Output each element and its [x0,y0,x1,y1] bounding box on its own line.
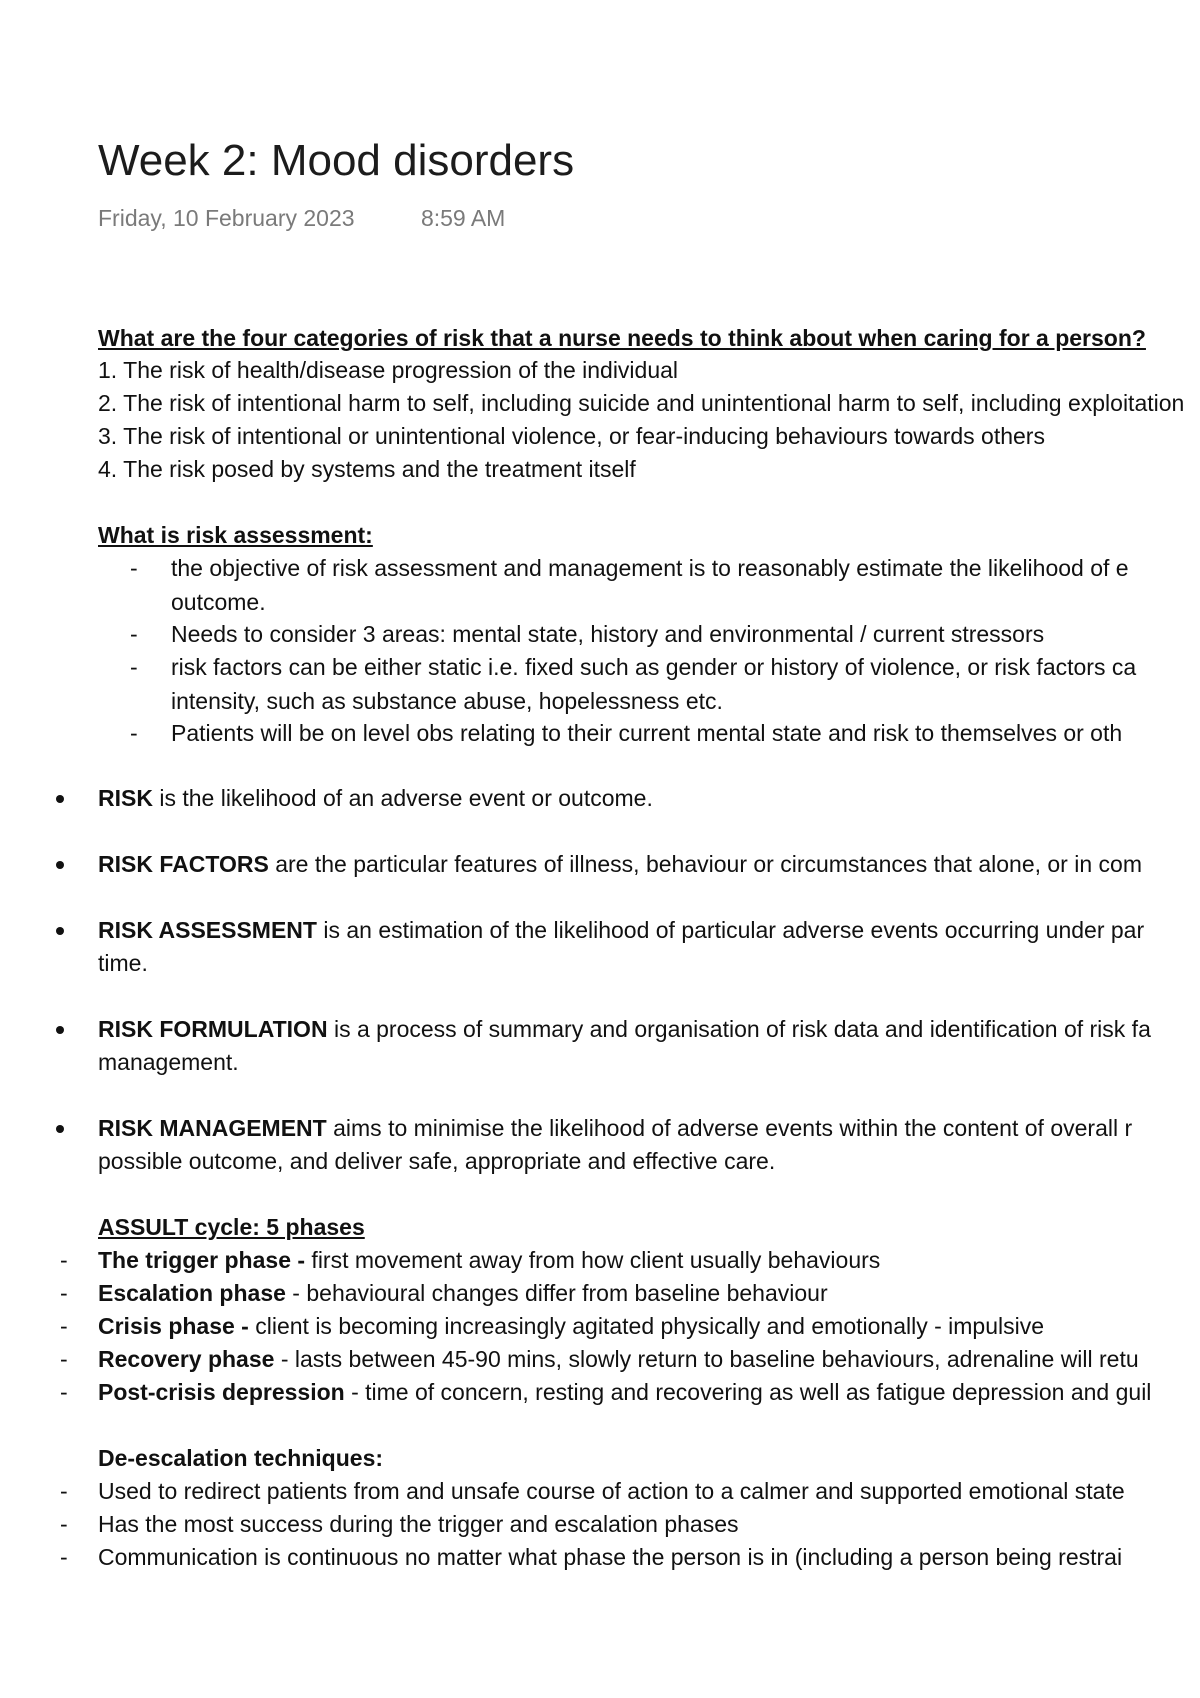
definition-text: are the particular features of illness, behaviour or circumstances that alone, or in com [268,851,1142,877]
definition-risk [98,783,653,813]
dash-marker: - [60,1313,68,1339]
risk-category-item: 1. The risk of health/disease progression of the individual [98,357,679,383]
phase-term: Post-crisis depression [98,1379,345,1405]
note-time: 8:59 AM [420,205,506,231]
definition-risk-management [98,1113,1132,1143]
phase-text: - lasts between 45-90 mins, slowly return to baseline behaviours, adrenaline will retu [274,1346,1139,1372]
definition-text-cont: possible outcome, and deliver safe, appropriate and effective care. [98,1148,776,1174]
phase-text: first movement away from how client usually behaviours [305,1247,881,1273]
definition-term: RISK ASSESSMENT [98,917,317,943]
bullet-icon [56,795,64,803]
dash-marker: - [60,1346,68,1372]
risk-assessment-item: the objective of risk assessment and management is to reasonably estimate the likelihood of e [171,555,1129,581]
assault-phase-item [98,1245,880,1275]
assault-phase-item [98,1344,1139,1374]
risk-category-item: 3. The risk of intentional or unintentional violence, or fear-inducing behaviours towards others [98,423,1045,449]
dash-marker: - [60,1478,68,1504]
risk-assessment-item-cont: outcome. [171,589,266,615]
risk-assessment-item: Patients will be on level obs relating to their current mental state and risk to themselves or oth [171,720,1123,746]
definition-text: is the likelihood of an adverse event or outcome. [152,785,653,811]
dash-marker: - [130,621,138,647]
definition-risk-formulation [98,1014,1151,1044]
phase-text: - time of concern, resting and recovering as well as fatigue depression and guil [344,1379,1152,1405]
note-date: Friday, 10 February 2023 [98,205,355,231]
dash-marker: - [130,654,138,680]
phase-term: Escalation phase [98,1280,286,1306]
page-title: Week 2: Mood disorders [98,136,575,185]
risk-category-item: 4. The risk posed by systems and the treatment itself [98,456,636,482]
phase-text: client is becoming increasingly agitated physically and emotionally - impulsive [248,1313,1045,1339]
phase-text: - behavioural changes differ from baseline behaviour [285,1280,828,1306]
phase-term: Recovery phase [98,1346,275,1372]
risk-categories-question: What are the four categories of risk that a nurse needs to think about when caring for a person? [98,325,1146,351]
definition-risk-assessment [98,915,1144,945]
definition-text: is a process of summary and organisation of risk data and identification of risk fa [327,1016,1151,1042]
dash-marker: - [60,1544,68,1570]
risk-assessment-item: risk factors can be either static i.e. fixed such as gender or history of violence, or risk factors ca [171,654,1137,680]
dash-marker: - [60,1379,68,1405]
bullet-icon [56,1125,64,1133]
definition-term: RISK FORMULATION [98,1016,328,1042]
deescalation-item: Communication is continuous no matter what phase the person is in (including a person being restrai [98,1544,1123,1570]
definition-text: aims to minimise the likelihood of adverse events within the content of overall r [326,1115,1133,1141]
definition-term: RISK MANAGEMENT [98,1115,327,1141]
bullet-icon [56,927,64,935]
deescalation-item: Has the most success during the trigger and escalation phases [98,1511,739,1537]
risk-assessment-item-cont: intensity, such as substance abuse, hopelessness etc. [171,688,723,714]
definition-text-cont: management. [98,1049,239,1075]
deescalation-heading: De-escalation techniques: [98,1445,384,1471]
risk-assessment-heading: What is risk assessment: [98,522,373,548]
dash-marker: - [60,1247,68,1273]
phase-term: Crisis phase - [98,1313,249,1339]
dash-marker: - [130,555,138,581]
note-timestamp [98,205,505,232]
assault-phase-item [98,1278,828,1308]
definition-term: RISK [98,785,153,811]
assault-cycle-heading: ASSULT cycle: 5 phases [98,1214,365,1240]
assault-phase-item [98,1311,1044,1341]
risk-category-item: 2. The risk of intentional harm to self, including suicide and unintentional harm to self, including exploitation [98,390,1185,416]
risk-assessment-item: Needs to consider 3 areas: mental state, history and environmental / current stressors [171,621,1045,647]
bullet-icon [56,861,64,869]
deescalation-item: Used to redirect patients from and unsafe course of action to a calmer and supported emotional state [98,1478,1125,1504]
dash-marker: - [60,1280,68,1306]
assault-phase-item [98,1377,1151,1407]
dash-marker: - [130,720,138,746]
definition-text-cont: time. [98,950,148,976]
definition-term: RISK FACTORS [98,851,269,877]
bullet-icon [56,1026,64,1034]
definition-risk-factors [98,849,1142,879]
phase-term: The trigger phase - [98,1247,306,1273]
definition-text: is an estimation of the likelihood of particular adverse events occurring under par [316,917,1145,943]
dash-marker: - [60,1511,68,1537]
